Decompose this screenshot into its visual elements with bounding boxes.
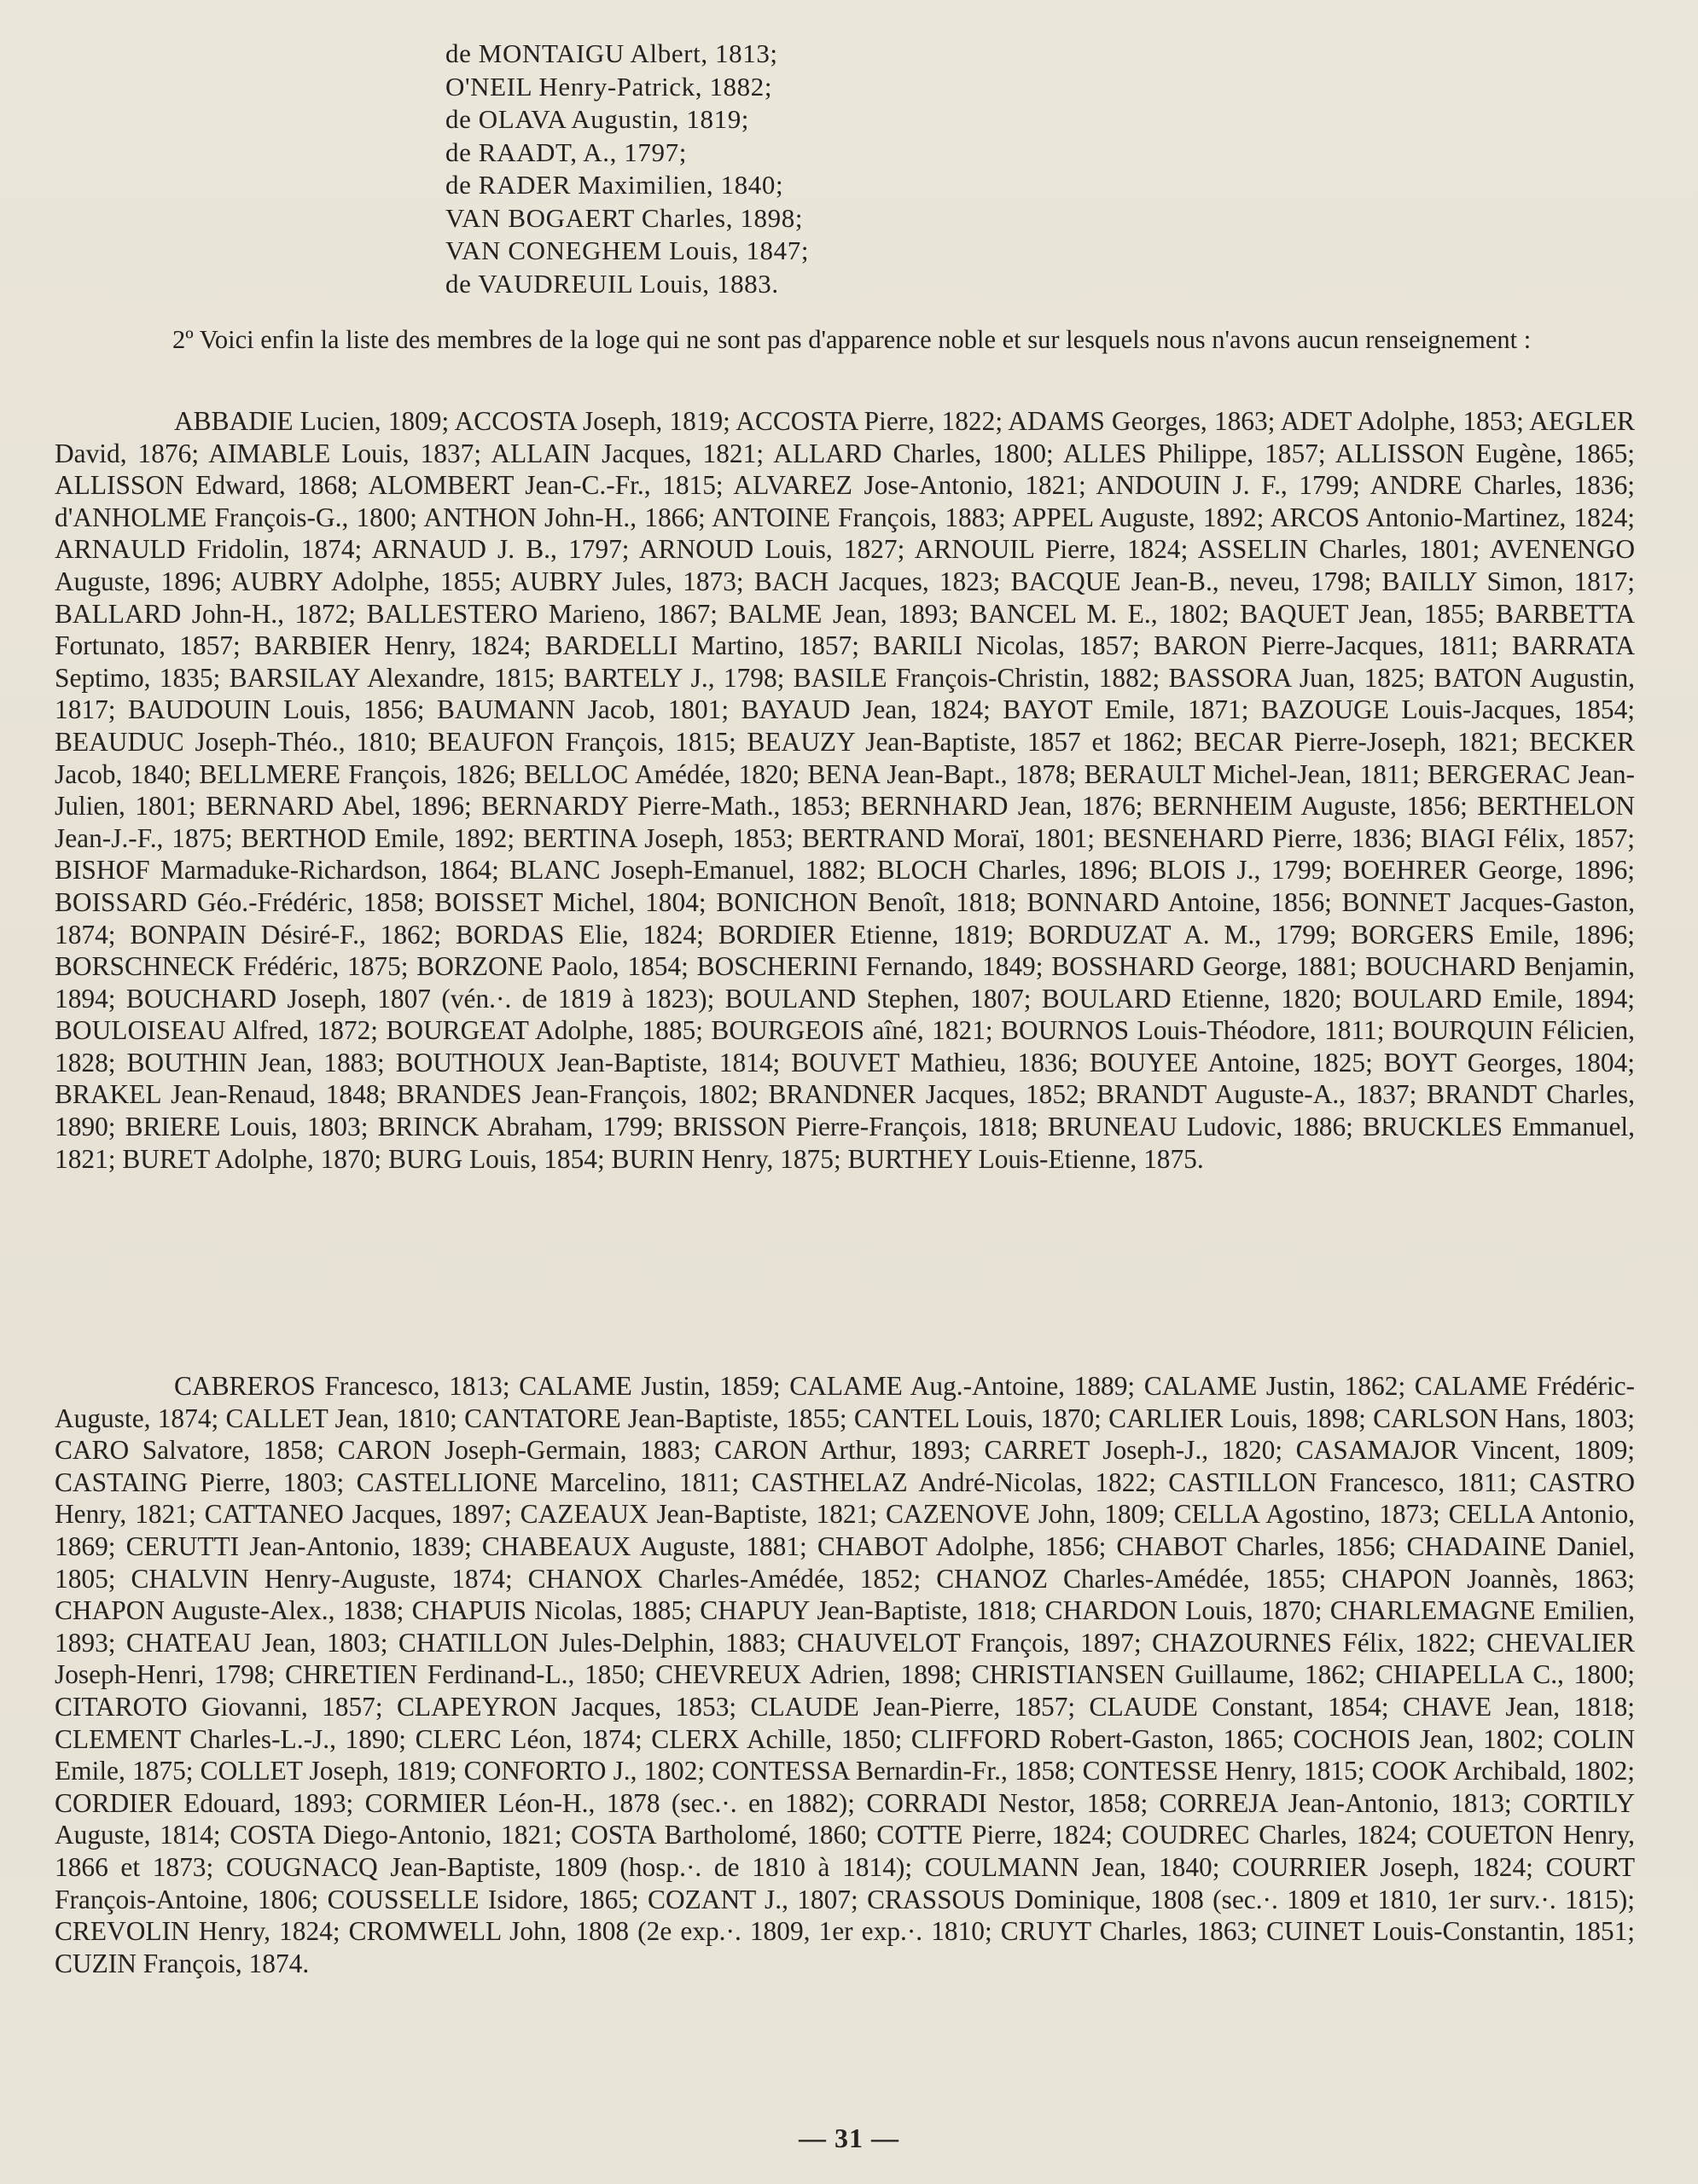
noble-name-entry: VAN CONEGHEM Louis, 1847; — [445, 235, 810, 265]
members-paragraph-a-b: ABBADIE Lucien, 1809; ACCOSTA Joseph, 1819; ACCOSTA Pierre, 1822; ADAMS Georges, 1863; ADET Adolphe, 1853; AEGLER David, 1876; AIMABLE Louis, 1837; ALLAIN Jacques, 1821; ALLARD Charles, 1800; ALLES Philippe, 1857; ALLISSON Eugène, 1865; ALLISSON Edward, 1868; ALOMBERT Jean-C.-Fr., 1815; ALVAREZ Jose-Antonio, 1821; ANDOUIN J. F., 1799; ANDRE Charles, 1836; d'ANHOLME François-G., 1800; ANTHON John-H., 1866; ANTOINE François, 1883; APPEL Auguste, 1892; ARCOS Antonio-Martinez, 1824; ARNAULD Fridolin, 1874; ARNAUD J. B., 1797; ARNOUD Louis, 1827; ARNOUIL Pierre, 1824; ASSELIN Charles, 1801; AVENENGO Auguste, 1896; AUBRY Adolphe, 1855; AUBRY Jules, 1873; BACH Jacques, 1823; BACQUE Jean-B., neveu, 1798; BAILLY Simon, 1817; BALLARD John-H., 1872; BALLESTERO Marieno, 1867; BALME Jean, 1893; BANCEL M. E., 1802; BAQUET Jean, 1855; BARBETTA Fortunato, 1857; BARBIER Henry, 1824; BARDELLI Martino, 1857; BARILI Nicolas, 1857; BARON Pierre-Jacques, 1811; BARRATA Septimo, 1835; BARSILAY Alexandre, 1815; BARTELY J., 1798; BASILE François-Christin, 1882; BASSORA Juan, 1825; BATON Augustin, 1817; BAUDOUIN Louis, 1856; BAUMANN Jacob, 1801; BAYAUD Jean, 1824; BAYOT Emile, 1871; BAZOUGE Louis-Jacques, 1854; BEAUDUC Joseph-Théo., 1810; BEAUFON François, 1815; BEAUZY Jean-Baptiste, 1857 et 1862; BECAR Pierre-Joseph, 1821; BECKER Jacob, 1840; BELLMERE François, 1826; BELLOC Amédée, 1820; BENA Jean-Bapt., 1878; BERAULT Michel-Jean, 1811; BERGERAC Jean-Julien, 1801; BERNARD Abel, 1896; BERNARDY Pierre-Math., 1853; BERNHARD Jean, 1876; BERNHEIM Auguste, 1856; BERTHELON Jean-J.-F., 1875; BERTHOD Emile, 1892; BERTINA Joseph, 1853; BERTRAND Moraï, 1801; BESNEHARD Pierre, 1836; BIAGI Félix, 1857; BISHOF Marmaduke-Richardson, 1864; BLANC Joseph-Emanuel, 1882; BLOCH Charles, 1896; BLOIS J., 1799; BOEHRER George, 1896; BOISSARD Géo.-Frédéric, 1858; BOISSET Michel, 1804; BONICHON Benoît, 1818; BONNARD Antoine, 1856; BONNET Jacques-Gaston, 1874; BONPAIN Désiré-F., 1862; BORDAS Elie, 1824; BORDIER Etienne, 1819; BORDUZAT A. M., 1799; BORGERS Emile, 1896; BORSCHNECK Frédéric, 1875; BORZONE Paolo, 1854; BOSCHERINI Fernando, 1849; BOSSHARD George, 1881; BOUCHARD Benjamin, 1894; BOUCHARD Joseph, 1807 (vén.·. de 1819 à 1823); BOULAND Stephen, 1807; BOULARD Etienne, 1820; BOULARD Emile, 1894; BOULOISEAU Alfred, 1872; BOURGEAT Adolphe, 1885; BOURGEOIS aîné, 1821; BOURNOS Louis-Théodore, 1811; BOURQUIN Félicien, 1828; BOUTHIN Jean, 1883; BOUTHOUX Jean-Baptiste, 1814; BOUVET Mathieu, 1836; BOUYEE Antoine, 1825; BOYT Georges, 1804; BRAKEL Jean-Renaud, 1848; BRANDES Jean-François, 1802; BRANDNER Jacques, 1852; BRANDT Auguste-A., 1837; BRANDT Charles, 1890; BRIERE Louis, 1803; BRINCK Abraham, 1799; BRISSON Pierre-François, 1818; BRUNEAU Ludovic, 1886; BRUCKLES Emmanuel, 1821; BURET Adolphe, 1870; BURG Louis, 1854; BURIN Henry, 1875; BURTHEY Louis-Etienne, 1875. — [55, 406, 1635, 1174]
noble-name-entry: de RADER Maximilien, 1840; — [445, 170, 784, 200]
noble-name-entry: de VAUDREUIL Louis, 1883. — [445, 268, 779, 299]
noble-names-list — [445, 38, 809, 300]
noble-name-entry: de MONTAIGU Albert, 1813; — [445, 38, 778, 68]
noble-name-entry: O'NEIL Henry-Patrick, 1882; — [445, 71, 773, 102]
noble-name-entry: VAN BOGAERT Charles, 1898; — [445, 202, 804, 233]
noble-name-entry: de OLAVA Augustin, 1819; — [445, 104, 750, 134]
members-paragraph-c: CABREROS Francesco, 1813; CALAME Justin, 1859; CALAME Aug.-Antoine, 1889; CALAME Justin, 1862; CALAME Frédéric-Auguste, 1874; CALLET Jean, 1810; CANTATORE Jean-Baptiste, 1855; CANTEL Louis, 1870; CARLIER Louis, 1898; CARLSON Hans, 1803; CARO Salvatore, 1858; CARON Joseph-Germain, 1883; CARON Arthur, 1893; CARRET Joseph-J., 1820; CASAMAJOR Vincent, 1809; CASTAING Pierre, 1803; CASTELLIONE Marcelino, 1811; CASTHELAZ André-Nicolas, 1822; CASTILLON Francesco, 1811; CASTRO Henry, 1821; CATTANEO Jacques, 1897; CAZEAUX Jean-Baptiste, 1821; CAZENOVE John, 1809; CELLA Agostino, 1873; CELLA Antonio, 1869; CERUTTI Jean-Antonio, 1839; CHABEAUX Auguste, 1881; CHABOT Adolphe, 1856; CHABOT Charles, 1856; CHADAINE Daniel, 1805; CHALVIN Henry-Auguste, 1874; CHANOX Charles-Amédée, 1852; CHANOZ Charles-Amédée, 1855; CHAPON Joannès, 1863; CHAPON Auguste-Alex., 1838; CHAPUIS Nicolas, 1885; CHAPUY Jean-Baptiste, 1818; CHARDON Louis, 1870; CHARLEMAGNE Emilien, 1893; CHATEAU Jean, 1803; CHATILLON Jules-Delphin, 1883; CHAUVELOT François, 1897; CHAZOURNES Félix, 1822; CHEVALIER Joseph-Henri, 1798; CHRETIEN Ferdinand-L., 1850; CHEVREUX Adrien, 1898; CHRISTIANSEN Guillaume, 1862; CHIAPELLA C., 1800; CITAROTO Giovanni, 1857; CLAPEYRON Jacques, 1853; CLAUDE Jean-Pierre, 1857; CLAUDE Constant, 1854; CHAVE Jean, 1818; CLEMENT Charles-L.-J., 1890; CLERC Léon, 1874; CLERX Achille, 1850; CLIFFORD Robert-Gaston, 1865; COCHOIS Jean, 1802; COLIN Emile, 1875; COLLET Joseph, 1819; CONFORTO J., 1802; CONTESSA Bernardin-Fr., 1858; CONTESSE Henry, 1815; COOK Archibald, 1802; CORDIER Edouard, 1893; CORMIER Léon-H., 1878 (sec.·. en 1882); CORRADI Nestor, 1858; CORREJA Jean-Antonio, 1813; CORTILY Auguste, 1814; COSTA Diego-Antonio, 1821; COSTA Bartholomé, 1860; COTTE Pierre, 1824; COUDREC Charles, 1824; COUETON Henry, 1866 et 1873; COUGNACQ Jean-Baptiste, 1809 (hosp.·. de 1810 à 1814); COULMANN Jean, 1840; COURRIER Joseph, 1824; COURT François-Antoine, 1806; COUSSELLE Isidore, 1865; COZANT J., 1807; CRASSOUS Dominique, 1808 (sec.·. 1809 et 1810, 1er surv.·. 1815); CREVOLIN Henry, 1824; CROMWELL John, 1808 (2e exp.·. 1809, 1er exp.·. 1810; CRUYT Charles, 1863; CUINET Louis-Constantin, 1851; CUZIN François, 1874. — [55, 1371, 1635, 1978]
noble-name-entry: de RAADT, A., 1797; — [445, 136, 687, 167]
page-number: — 31 — — [799, 2123, 899, 2153]
intro-paragraph: 2º Voici enfin la liste des membres de la loge qui ne sont pas d'apparence noble et sur lesquels nous n'avons aucun renseignement : — [172, 325, 1532, 354]
